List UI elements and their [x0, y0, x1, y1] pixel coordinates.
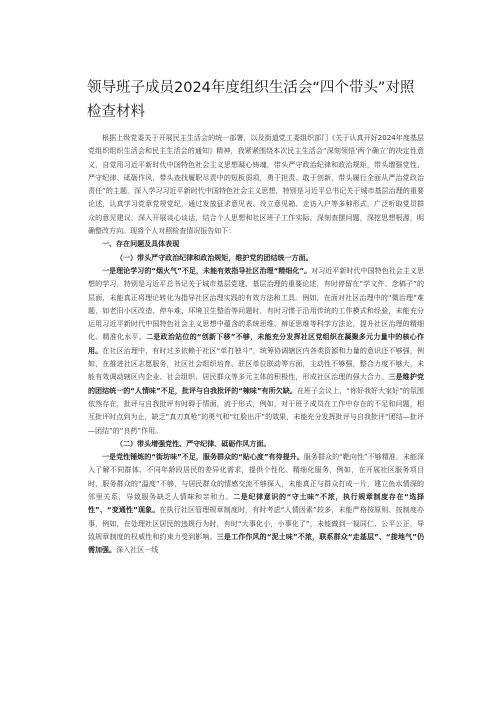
paragraph-2-lead: 二是政治站位的“创新下移”不够，未能充分发挥社区党组织在凝聚多元力量中的核心作用。 [88, 333, 424, 355]
paragraph-3-text: 在班子会议上，“你好我好大家好”的氛围依然存在，批评与自我批评有时碍于情面，流于形式，例如，对于班子成员在工作中存在的不足和问题，相互批评时点到为止，缺乏“真刀真枪”的勇气和“红脸出汗”的效果，未能充分发挥批评与自我批评“团结—批评—团结”的“良药”作用。 [88, 386, 424, 435]
paragraph-2-text: 在社区治理中，有时过多依赖于社区“单打独斗”，统筹协调辖区内各类资源和力量的意识还不够强，例如，在推进社区志愿服务，社区社会组织培育、驻区单位联动等方面，主动性不够强，整合力度不够大，未能有效调动辖区内企业、社会组织、居民群众等多元主体的积极性，形成社区治理的强大合力。 [88, 346, 425, 382]
paragraph-1-lead: 一是理论学习的“烟火气”不足，未能有效指导社区治理“精细化”。 [102, 266, 312, 275]
document-body [88, 132, 424, 558]
section-heading-1: 一、存在问题及具体表现 [102, 240, 180, 249]
intro-paragraph: 根据上级党委关于开展民主生活会的统一部署，以及街道党工委组织部门《关于认真开好2024年度基层党组织组织生活会和民主生活会的通知》精神，我紧紧围绕本次民主生活会“深刻领悟‘两个确立’的决定性意义，自觉用习近平新时代中国特色社会主义思想凝心铸魂，带头严守政治纪律和政治规矩，带头增强党性、严守纪律、砥砺作风，带头查找履职尽责中的短板弱项，勇于担责、敢于创新，带头履行全面从严治党政治责任”的主题，深入学习习近平新时代中国特色社会主义思想，特别是习近平总书记关于城市基层治理的重要论述，认真学习党章党规党纪，通过发放征求意见表、设立意见箱、走访入户等多种形式，广泛听取党员群众的意见建议，深入开展谈心谈话，结合个人思想和社区班子工作实际，深刻查摆问题，深挖思想根源，明确整改方向。现将个人对照检查情况报告如下： [88, 134, 424, 236]
subsection-heading-2: （二）带头增强党性、严守纪律、砥砺作风方面。 [116, 439, 271, 448]
subsection-heading-1: （一）带头严守政治纪律和政治规矩，维护党的团结统一方面。 [116, 253, 313, 262]
paragraph-1-text: 对习近平新时代中国特色社会主义思想的学习，特别是习近平总书记关于城市基层党建、基层治理的重要论述，有时停留在“学文件、念稿子”的层面，未能真正将理论转化为指导社区治理实践的有效方法和工具。例如，在面对社区治理中的“微治理”难题，如老旧小区改造、停车难、环境卫生整治等问题时，有时习惯于沿用传统的工作模式和经验，未能充分运用习近平新时代中国特色社会主义思想中蕴含的系统思维、辩证思维等科学方法论，提升社区治理的精细化、精准化水平。 [88, 266, 424, 342]
paragraph-4 [88, 451, 424, 557]
document-title: 领导班子成员2024年度组织生活会“四个带头”对照检查材料 [87, 80, 415, 120]
paragraph-3-lead: 三是维护党的团结统一的“人情味”不足，批评与自我批评的“辣味”有所欠缺。 [88, 373, 424, 395]
paragraph-5-text: 在执行社区管理规章制度时，有时考虑“人情因素”较多，未能严格按原则、按制度办事，例如，在处理社区居民的违规行为时，有时“大事化小，小事化了”，未能做到一视同仁、公平公正，导致规章制度的权威性和约束力受到影响。 [88, 506, 424, 541]
paragraph-1 [88, 265, 424, 438]
paragraph-4-lead: 一是党性锤炼的“街坊味”不足，服务群众的“贴心度”有待提升。 [102, 453, 304, 462]
paragraph-6-lead: 三是工作作风的“泥土味”不浓，联系群众“走基层”、“接地气”仍需加强。 [88, 532, 424, 555]
paragraph-4-text: 服务群众的“靶向性”不够精准，未能深入了解不同群体、不同年龄段居民的差异化需求，提供个性化、精细化服务，例如，在开展社区服务项目时，服务群众的“温度”不够，与居民群众的情感交流不够深入，未能真正与群众打成一片，建立鱼水情深的邻里关系，导致服务缺乏人情味和亲和力。 [88, 453, 424, 502]
paragraph-5-lead: 二是纪律意识的“守土味”不浓，执行规章制度存在“选择性”、“变通性”现象。 [88, 493, 424, 515]
paragraph-6-text: 深入社区一线 [116, 546, 159, 555]
